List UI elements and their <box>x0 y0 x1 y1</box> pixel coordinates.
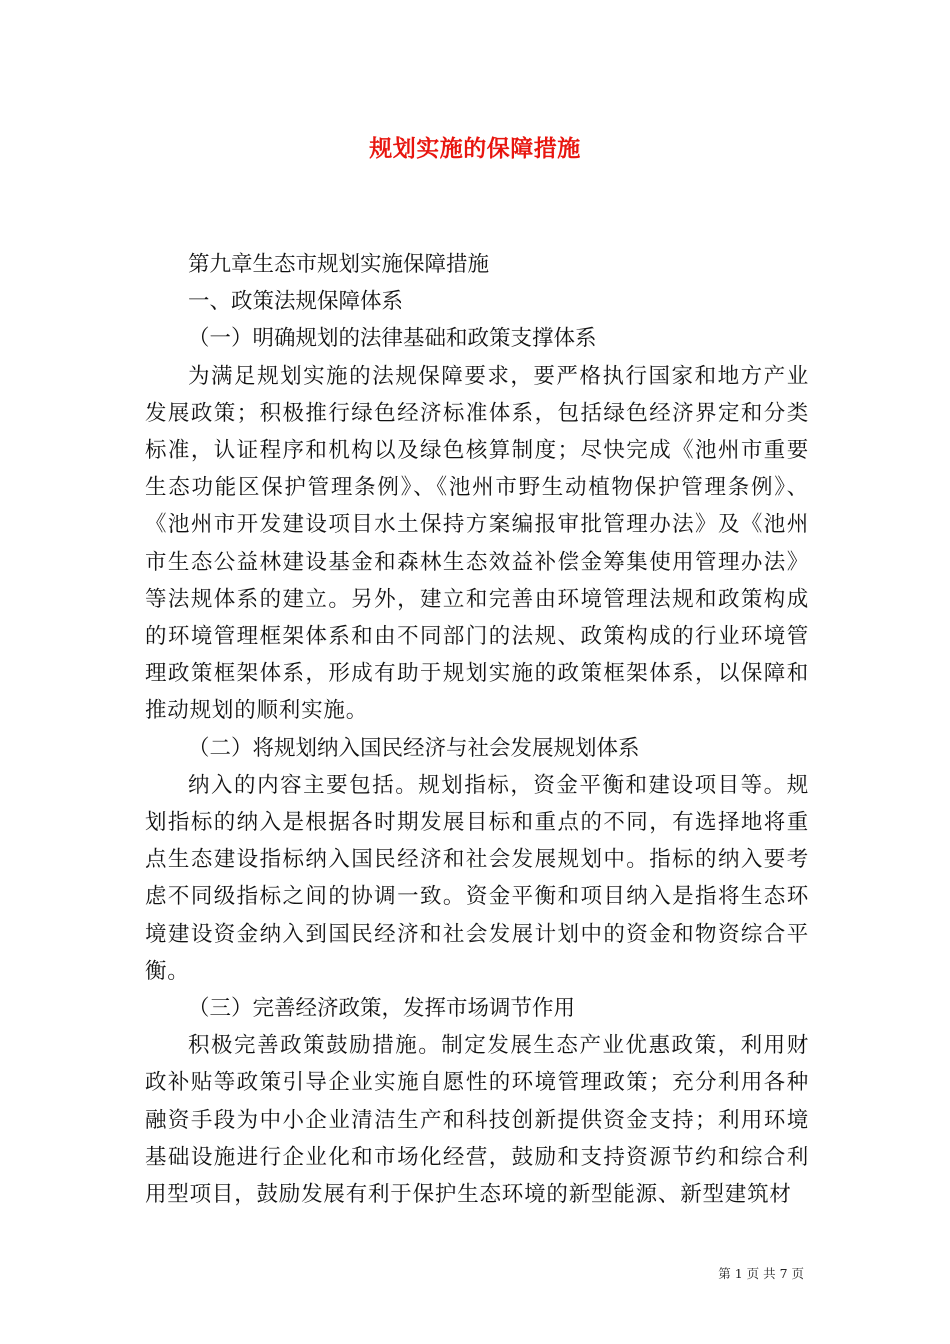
subsection-heading-2: （二）将规划纳入国民经济与社会发展规划体系 <box>188 735 640 761</box>
body-paragraph-2: 纳入的内容主要包括。规划指标，资金平衡和建设项目等。规划指标的纳入是根据各时期发展目标和重点的不同，有选择地将重点生态建设指标纳入国民经济和社会发展规划中。指标的纳入要考虑不同级指标之间的协调一致。资金平衡和项目纳入是指将生态环境建设资金纳入到国民经济和社会发展计划中的资金和物资综合平衡。 <box>145 772 809 984</box>
section-heading: 一、政策法规保障体系 <box>188 289 404 315</box>
subsection-heading-1: （一）明确规划的法律基础和政策支撑体系 <box>188 326 597 352</box>
chapter-heading: 第九章生态市规划实施保障措施 <box>188 252 490 277</box>
subsection-heading-3: （三）完善经济政策，发挥市场调节作用 <box>188 996 576 1022</box>
document-body <box>145 246 809 1213</box>
body-paragraph-1: 为满足规划实施的法规保障要求，要严格执行国家和地方产业发展政策；积极推行绿色经济标准体系，包括绿色经济界定和分类标准，认证程序和机构以及绿色核算制度；尽快完成《池州市重要生态功能区保护管理条例》、《池州市野生动植物保护管理条例》、《池州市开发建设项目水土保持方案编报审批管理办法》及《池州市生态公益林建设基金和森林生态效益补偿金筹集使用管理办法》等法规体系的建立。另外，建立和完善由环境管理法规和政策构成的环境管理框架体系和由不同部门的法规、政策构成的行业环境管理政策框架体系，形成有助于规划实施的政策框架体系，以保障和推动规划的顺利实施。 <box>145 363 809 724</box>
document-title: 规划实施的保障措施 <box>369 135 581 162</box>
body-paragraph-3: 积极完善政策鼓励措施。制定发展生态产业优惠政策，利用财政补贴等政策引导企业实施自愿性的环境管理政策；充分利用各种融资手段为中小企业清洁生产和科技创新提供资金支持；利用环境基础设施进行企业化和市场化经营，鼓励和支持资源节约和综合利用型项目，鼓励发展有利于保护生态环境的新型能源、新型建筑材 <box>145 1033 809 1208</box>
page-number-footer: 第 1 页 共 7 页 <box>718 1266 804 1281</box>
